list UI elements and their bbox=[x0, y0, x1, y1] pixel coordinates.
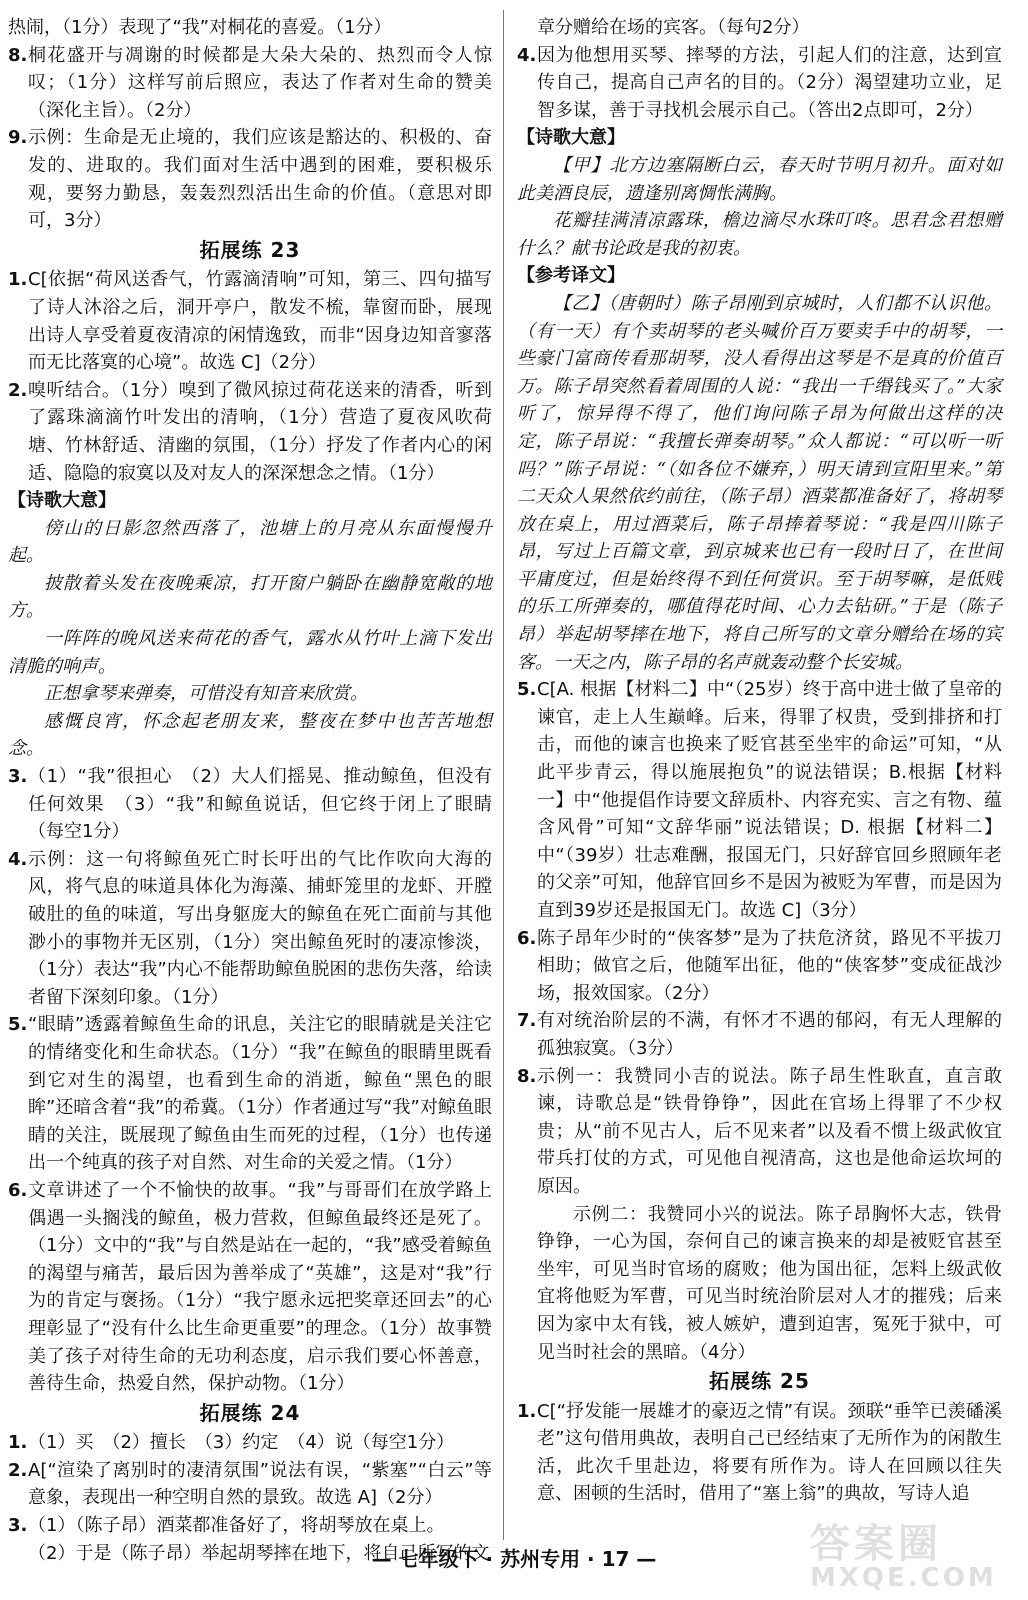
answer-number: 8. bbox=[8, 44, 28, 66]
answer-number: 6. bbox=[517, 927, 537, 949]
page-footer: — 七年级下 · 苏州专用 · 17 — bbox=[371, 1547, 657, 1571]
right-top-paragraph: 章分赠给在场的宾客。（每句2分） bbox=[537, 17, 810, 38]
answer-text: 有对统治阶层的不满，有怀才不遇的郁闷，有无人理解的孤独寂寞。（3分） bbox=[537, 1010, 1002, 1059]
translation-tag: 【参考译文】 bbox=[517, 265, 625, 287]
poem-meaning-tag: 【诗歌大意】 bbox=[8, 490, 116, 512]
watermark-logo bbox=[810, 1512, 1010, 1593]
right-column bbox=[517, 14, 1002, 1508]
poem-line: 感慨良宵，怀念起老朋友来，整夜在梦中也苦苦地想念。 bbox=[8, 710, 492, 760]
translation-text: 【乙】（唐朝时）陈子昂刚到京城时，人们都不认识他。（有一天）有个卖胡琴的老头喊价百万要卖手中的胡琴，一些豪门富商传看那胡琴，没人看得出这琴是不是真的价值百万。陈子昂突然看着周围的人说：“我出一千缗钱买了。”大家听了，惊异得不得了，他们询问陈子昂为何做出这样的决定，陈子昂说：“我擅长弹奏胡琴。”众人都说：“可以听一听吗？”陈子昂说：“（如各位不嫌弃，）明天请到宣阳里来。”第二天众人果然依约前往，（陈子昂）酒菜都准备好了，将胡琴放在桌上，用过酒菜后，陈子昂捧着琴说：“我是四川陈子昂，写过上百篇文章，到京城来也已有一段时日了，在世间平庸度过，但是始终得不到任何赏识。至于胡琴嘛，是低贱的乐工所弹奏的，哪值得花时间、心力去钻研。”于是（陈子昂）举起胡琴摔在地下，将自己所写的文章分赠给在场的宾客。一天之内，陈子昂的名声就轰动整个长安城。 bbox=[517, 292, 1002, 673]
answer-number: 4. bbox=[8, 848, 28, 870]
answer-text: （1）买 （2）擅长 （3）约定 （4）说（每空1分） bbox=[28, 1432, 455, 1454]
section-title-24: 拓展练 24 bbox=[199, 1400, 301, 1425]
answer-text: 示例：这一句将鲸鱼死亡时长吁出的气比作吹向大海的风，将气息的味道具体化为海藻、捕虾笼里的龙虾、开膛破肚的鱼的味道，写出身躯庞大的鲸鱼在死亡面前与其他渺小的事物并无区别，（1分）突出鲸鱼死时的凄凉惨淡，（1分）表达“我”内心不能帮助鲸鱼脱困的悲伤失落，给读者留下深刻印象。（1分） bbox=[28, 848, 492, 1008]
answer-number: 5. bbox=[8, 1014, 28, 1036]
answer-number: 1. bbox=[8, 1432, 28, 1454]
answer-number: 8. bbox=[517, 1065, 537, 1087]
answer-8 bbox=[8, 42, 492, 125]
answer-number: 6. bbox=[8, 1179, 28, 1201]
answer-24-8 bbox=[517, 1063, 1002, 1201]
answer-24-2 bbox=[8, 1457, 492, 1512]
answer-text: C[A. 根据【材料二】中“（25岁）终于高中进士做了皇帝的谏官，走上人生巅峰。后来，得罪了权贵，受到排挤和打击，而他的谏言也换来了贬官甚至坐牢的命运”可知，“从此平步青云，得以施展抱负”的说法错误；B.根据【材料一】中“他提倡作诗要文辞质朴、内容充实、言之有物、蕴含风骨”可知“文辞华丽”说法错误；D. 根据【材料二】中“（39岁）壮志难酬，报国无门，只好辞官回乡照顾年老的父亲”可知，他辞官回乡不是因为被贬为军曹，而是因为直到39岁还是报国无门。故选 C]（3分） bbox=[537, 679, 1002, 921]
answer-23-3 bbox=[8, 763, 492, 846]
answer-number: 3. bbox=[8, 766, 28, 788]
answer-24-4 bbox=[517, 42, 1002, 125]
answer-23-5 bbox=[8, 1011, 492, 1177]
left-top-paragraph: 热闹，（1分）表现了“我”对桐花的喜爱。（1分） bbox=[8, 17, 392, 38]
answer-number: 2. bbox=[8, 1459, 28, 1481]
answer-text: C[依据“荷风送香气，竹露滴清响”可知，第三、四句描写了诗人沐浴之后，洞开亭户，散发不梳，靠窗而卧，展现出诗人享受着夏夜清凉的闲情逸致，而非“因身边知音寥落而无比落寞的心境”。故选 C]（2分） bbox=[28, 269, 492, 374]
answer-24-5 bbox=[517, 676, 1002, 924]
answer-text: 嗅听结合。（1分）嗅到了微风掠过荷花送来的清香，听到了露珠滴滴竹叶发出的清响，（1分）营造了夏夜风吹荷塘、竹林舒适、清幽的氛围，（1分）抒发了作者内心的闲适、隐隐的寂寞以及对友人的深深想念之情。（1分） bbox=[28, 379, 492, 484]
poem-line: 披散着头发在夜晚乘凉，打开窗户躺卧在幽静宽敞的地方。 bbox=[8, 572, 492, 622]
answer-24-1 bbox=[8, 1429, 492, 1457]
answer-number: 1. bbox=[8, 269, 28, 291]
answer-text: （1）“我”很担心 （2）大人们摇晃、推动鲸鱼，但没有任何效果 （3）“我”和鲸鱼说话，但它终于闭上了眼睛（每空1分） bbox=[28, 766, 492, 843]
answer-number: 9. bbox=[8, 127, 28, 149]
poem-line: 一阵阵的晚风送来荷花的香气，露水从竹叶上滴下发出清脆的响声。 bbox=[8, 628, 492, 677]
answer-24-7 bbox=[517, 1007, 1002, 1062]
answer-24-8-example2: 示例二：我赞同小兴的说法。陈子昂胸怀大志，铁骨铮铮，一心为国，奈何自己的谏言换来的却是被贬官甚至坐牢，可见当时官场的腐败；他为国出征，怎料上级武攸宜将他贬为军曹，可见当时统治阶层对人才的摧残；后来因为家中太有钱，被人嫉妒，遭到迫害，冤死于狱中，可见当时社会的黑暗。（4分） bbox=[537, 1203, 1002, 1363]
answer-text: 因为他想用买琴、摔琴的方法，引起人们的注意，达到宣传自己，提高自己声名的目的。（2分）渴望建功立业，足智多谋，善于寻找机会展示自己。（答出2点即可，2分） bbox=[537, 44, 1002, 121]
answer-number: 1. bbox=[517, 1400, 537, 1422]
poem-meaning-tag: 【诗歌大意】 bbox=[517, 127, 625, 149]
poem-meaning-line: 花瓣挂满清凉露珠，檐边滴尽水珠叮咚。思君念君想赠什么？献书论政是我的初衷。 bbox=[517, 210, 1002, 259]
section-title-23: 拓展练 23 bbox=[199, 237, 301, 262]
answer-23-2 bbox=[8, 377, 492, 487]
answer-text: 陈子昂年少时的“侠客梦”是为了扶危济贫，路见不平拔刀相助；做官之后，他随军出征，他的“侠客梦”变成征战沙场，报效国家。（2分） bbox=[537, 927, 1002, 1004]
watermark-text: 答案圈 bbox=[810, 1521, 942, 1567]
answer-text: C[“抒发能一展雄才的豪迈之情”有误。颈联“垂竿已羡磻溪老”这句借用典故，表明自己已经结束了无所作为的闲散生活，此次千里赴边，将要有所作为。诗人在回顾以往失意、困顿的生活时，借用了“塞上翁”的典故，写诗人追 bbox=[537, 1400, 1002, 1505]
answer-25-1 bbox=[517, 1398, 1002, 1508]
answer-number: 5. bbox=[517, 679, 537, 701]
answer-number: 4. bbox=[517, 44, 537, 66]
answer-24-6 bbox=[517, 925, 1002, 1008]
answer-text: 示例一：我赞同小吉的说法。陈子昂生性耿直，直言敢谏，诗歌总是“铁骨铮铮”，因此在官场上得罪了不少权贵；从“前不见古人，后不见来者”以及看不惯上级武攸宜带兵打仗的方式，可见他自视清高，这也是他命运坎坷的原因。 bbox=[537, 1065, 1002, 1197]
section-title-25: 拓展练 25 bbox=[709, 1369, 810, 1394]
column-divider bbox=[503, 10, 504, 1540]
answer-23-6 bbox=[8, 1177, 492, 1398]
poem-meaning-line: 【甲】北方边塞隔断白云，春天时节明月初升。面对如此美酒良辰，遗逢别离惆怅满胸。 bbox=[517, 154, 1002, 204]
answer-number: 7. bbox=[517, 1010, 537, 1032]
answer-text: 桐花盛开与凋谢的时候都是大朵大朵的、热烈而令人惊叹；（1分）这样写前后照应，表达了作者对生命的赞美（深化主旨）。（2分） bbox=[28, 44, 492, 121]
answer-text: （1）（陈子昂）酒菜都准备好了，将胡琴放在桌上。 bbox=[28, 1515, 445, 1537]
answer-text: 示例：生命是无止境的，我们应该是豁达的、积极的、奋发的、进取的。我们面对生活中遇到的困难，要积极乐观，要努力勤恳，轰轰烈烈活出生命的价值。（意思对即可，3分） bbox=[28, 127, 492, 232]
answer-9 bbox=[8, 124, 492, 234]
poem-line: 正想拿琴来弹奏，可惜没有知音来欣赏。 bbox=[44, 683, 368, 705]
answer-text: A[“渲染了离别时的凄清氛围”说法有误，“紫塞”“白云”等意象，表现出一种空明自然的景致。故选 A]（2分） bbox=[28, 1459, 492, 1509]
answer-number: 2. bbox=[8, 379, 28, 401]
answer-number: 3. bbox=[8, 1515, 28, 1537]
poem-line: 傍山的日影忽然西落了，池塘上的月亮从东面慢慢升起。 bbox=[8, 517, 492, 567]
answer-23-1 bbox=[8, 266, 492, 376]
answer-text: “眼睛”透露着鲸鱼生命的讯息，关注它的眼睛就是关注它的情绪变化和生命状态。（1分）“我”在鲸鱼的眼睛里既看到它对生的渴望，也看到生命的消逝，鲸鱼“黑色的眼眸”还暗含着“我”的希冀。（1分）作者通过写“我”对鲸鱼眼睛的关注，既展现了鲸鱼由生而死的过程，（1分）也传递出一个纯真的孩子对自然、对生命的关爱之情。（1分） bbox=[28, 1014, 492, 1174]
answer-24-3 bbox=[8, 1512, 492, 1540]
answer-23-4 bbox=[8, 846, 492, 1012]
watermark-url: MXQE.COM bbox=[810, 1563, 997, 1593]
left-column bbox=[8, 14, 492, 1567]
answer-24-3-part2: （2）于是（陈子昂）举起胡琴摔在地下，将自己所写的文 bbox=[28, 1542, 490, 1564]
answer-text: 文章讲述了一个不愉快的故事。“我”与哥哥们在放学路上偶遇一头搁浅的鲸鱼，极力营救，但鲸鱼最终还是死了。（1分）文中的“我”与自然是站在一起的，“我”感受着鲸鱼的渴望与痛苦，最后因为善举成了“英雄”，这是对“我”行为的肯定与褒扬。（1分）“我宁愿永远把奖章还回去”的心理彰显了“没有什么比生命更重要”的理念。（1分）故事赞美了孩子对待生命的无功利态度，启示我们要心怀善意，善待生命，热爱自然，保护动物。（1分） bbox=[28, 1179, 492, 1395]
